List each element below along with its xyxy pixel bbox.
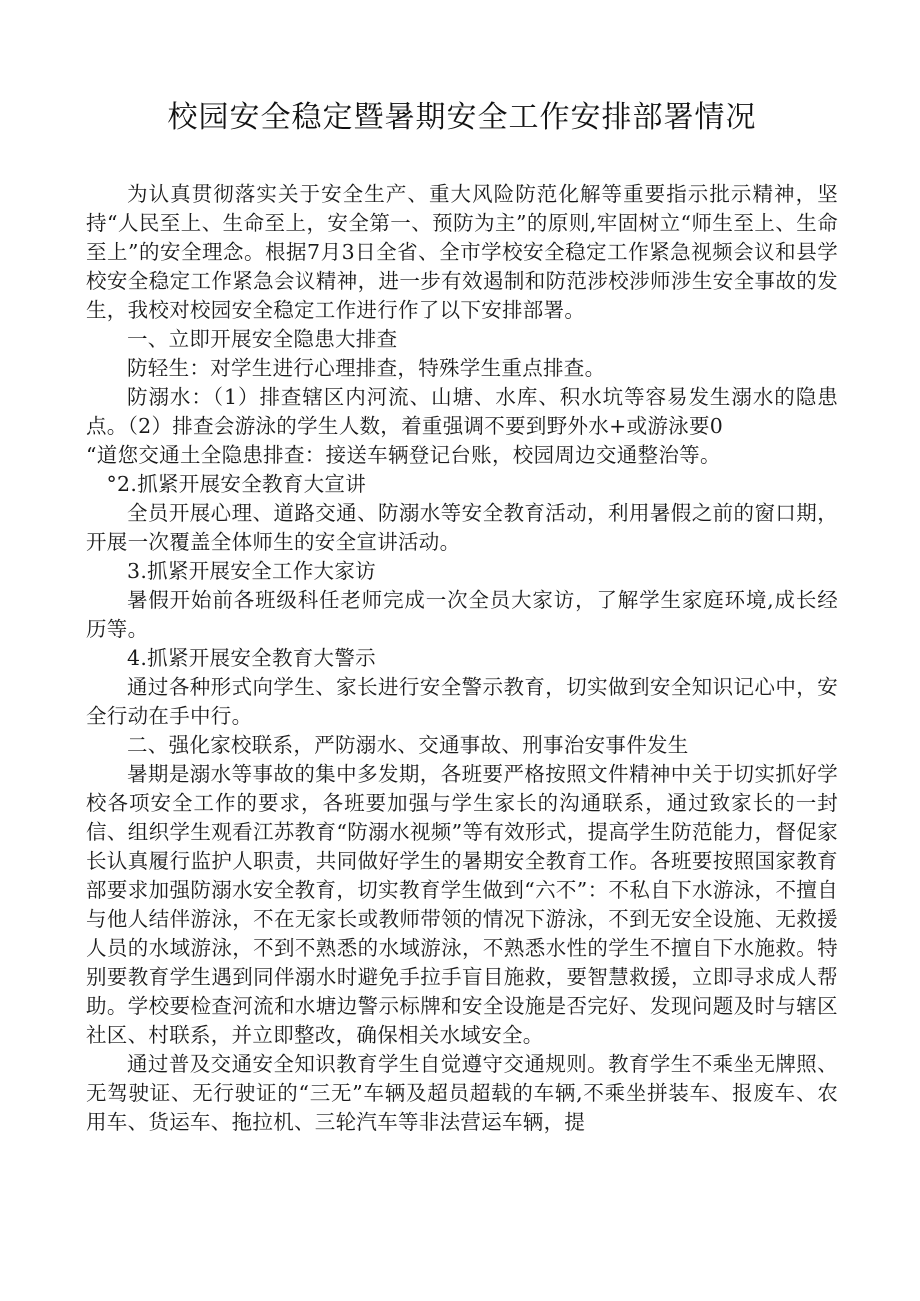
document-body: [86, 180, 838, 1137]
section-1-heading: 一、立即开展安全隐患大排查: [127, 327, 398, 351]
section-2-heading: 二、强化家校联系，严防溺水、交通事故、刑事治安事件发生: [127, 733, 689, 757]
traffic-check-paragraph: “道您交通土全隐患排查：接送车辆登记台账，校园周边交通整治等。: [86, 443, 721, 467]
prevent-drowning-paragraph: 防溺水：（1）排查辖区内河流、山塘、水库、积水坑等容易发生溺水的隐患点。（2）排查会游泳的学生人数，着重强调不要到野外水+或游泳要0: [86, 385, 838, 438]
intro-paragraph: 为认真贯彻落实关于安全生产、重大风险防范化解等重要指示批示精神，坚持“人民至上、生命至上，安全第一、预防为主”的原则,牢固树立“师生至上、生命至上”的安全理念。根据7月3日全省、全市学校安全稳定工作紧急视频会议和县学校安全稳定工作紧急会议精神，进一步有效遏制和防范涉校涉师涉生安全事故的发生，我校对校园安全稳定工作进行作了以下安排部署。: [86, 182, 838, 322]
item-3-body: 暑假开始前各班级科任老师完成一次全员大家访，了解学生家庭环境,成长经历等。: [86, 588, 838, 641]
prevent-suicide-paragraph: 防轻生：对学生进行心理排查，特殊学生重点排查。: [127, 356, 606, 380]
item-3-heading: 3.抓紧开展安全工作大家访: [127, 559, 376, 583]
item-2-heading: °2.抓紧开展安全教育大宣讲: [106, 472, 367, 496]
item-4-heading: 4.抓紧开展安全教育大警示: [127, 646, 376, 670]
item-4-body: 通过各种形式向学生、家长进行安全警示教育，切实做到安全知识记心中，安全行动在手中行。: [86, 675, 838, 728]
section-2-body: 暑期是溺水等事故的集中多发期，各班要严格按照文件精神中关于切实抓好学校各项安全工作的要求，各班要加强与学生家长的沟通联系，通过致家长的一封信、组织学生观看江苏教育“防溺水视频”等有效形式，提高学生防范能力，督促家长认真履行监护人职责，共同做好学生的暑期安全教育工作。各班要按照国家教育部要求加强防溺水安全教育，切实教育学生做到“六不”：不私自下水游泳，不擅自与他人结伴游泳，不在无家长或教师带领的情况下游泳，不到无安全设施、无救援人员的水域游泳，不到不熟悉的水域游泳，不熟悉水性的学生不擅自下水施救。特别要教育学生遇到同伴溺水时避免手拉手盲目施救，要智慧救援，立即寻求成人帮助。学校要检查河流和水塘边警示标牌和安全设施是否完好、发现问题及时与辖区社区、村联系，并立即整改，确保相关水域安全。: [86, 762, 838, 1047]
item-2-body: 全员开展心理、道路交通、防溺水等安全教育活动，利用暑假之前的窗口期，开展一次覆盖全体师生的安全宣讲活动。: [86, 501, 838, 554]
traffic-safety-paragraph: 通过普及交通安全知识教育学生自觉遵守交通规则。教育学生不乘坐无牌照、无驾驶证、无行驶证的“三无”车辆及超员超载的车辆,不乘坐拼装车、报废车、农用车、货运车、拖拉机、三轮汽车等非法营运车辆，提: [86, 1052, 838, 1134]
document-title: 校园安全稳定暨暑期安全工作安排部署情况: [167, 100, 757, 135]
document-page: [86, 92, 838, 1137]
